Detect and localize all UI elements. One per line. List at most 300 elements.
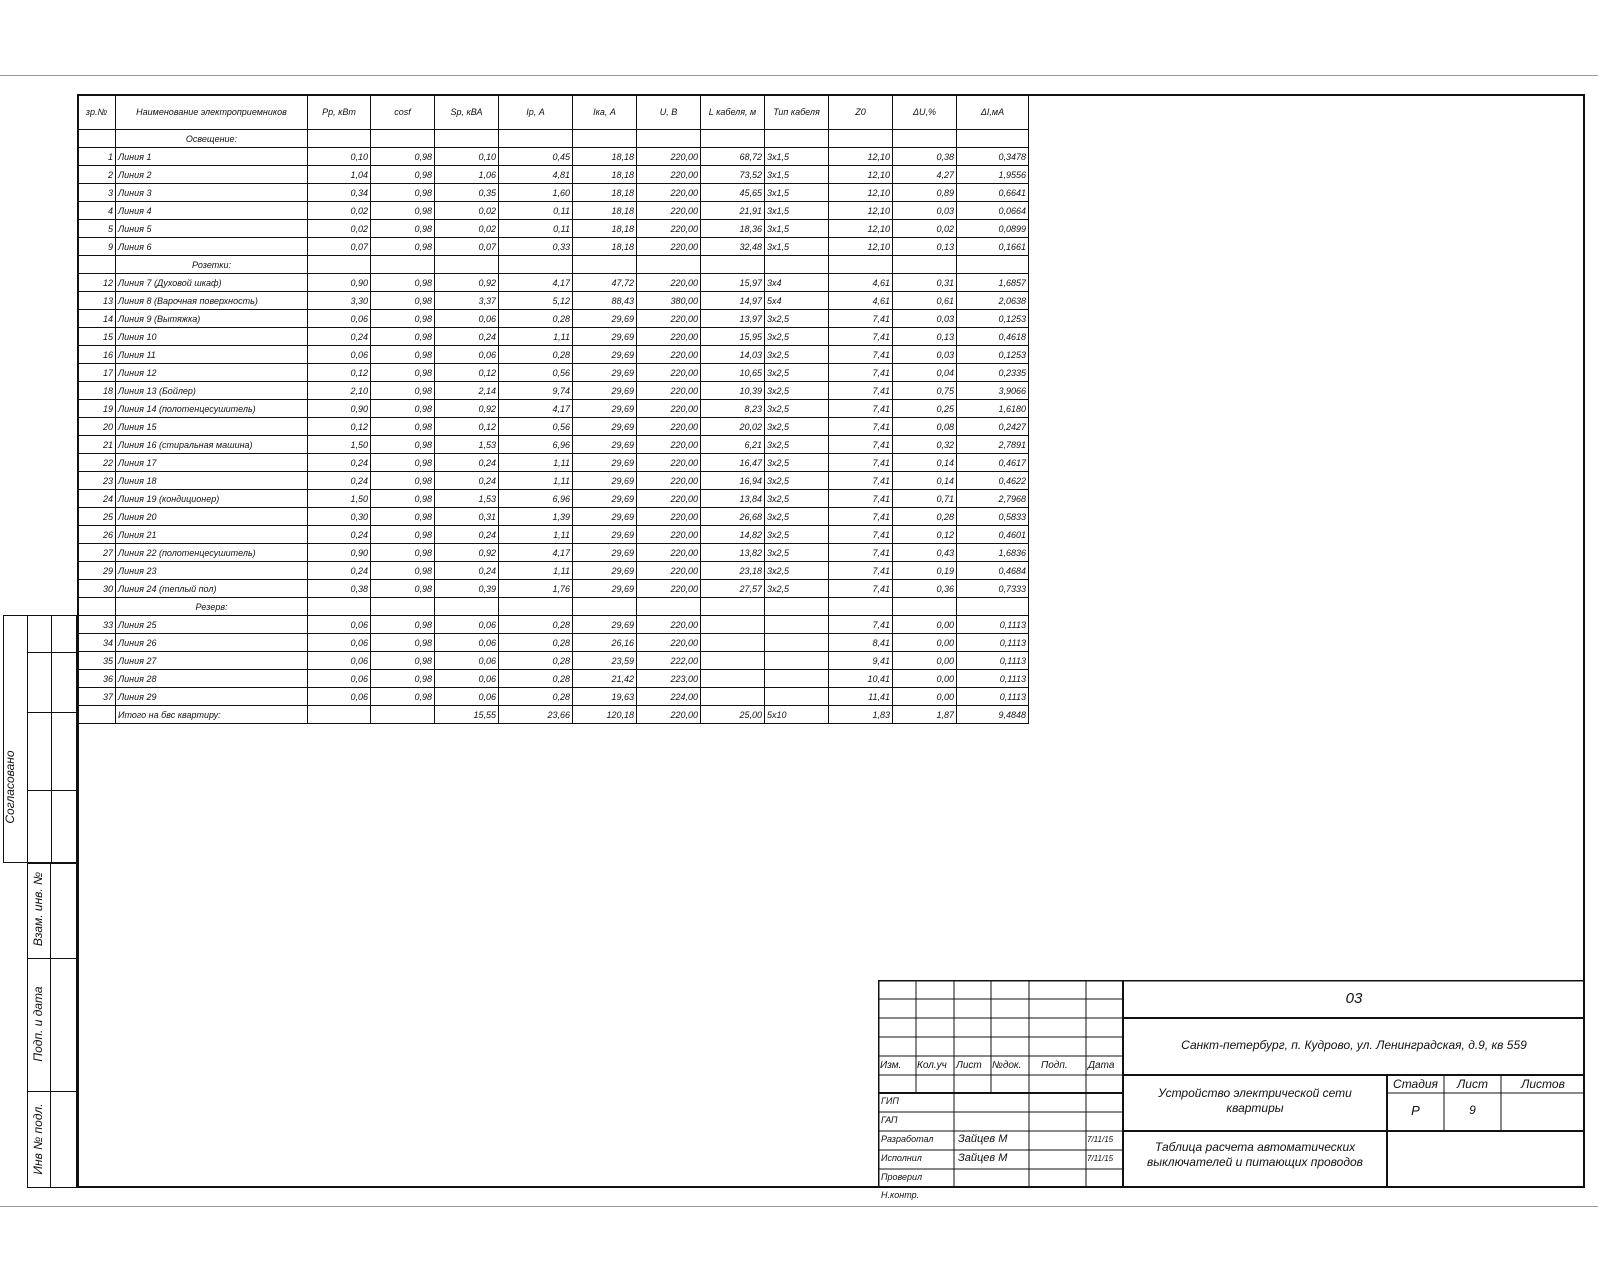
table-cell: 3х1,5 — [765, 238, 829, 256]
table-cell: 10,39 — [701, 382, 765, 400]
table-cell — [637, 256, 701, 274]
table-cell: 0,1253 — [957, 310, 1029, 328]
table-cell: 1,50 — [308, 490, 371, 508]
table-row — [78, 580, 1029, 598]
table-cell: 29,69 — [573, 382, 637, 400]
table-cell: 0,45 — [499, 148, 573, 166]
table-cell: 0,75 — [893, 382, 957, 400]
title-block — [878, 980, 1585, 1188]
table-row — [78, 238, 1029, 256]
table-cell: 0,98 — [371, 148, 435, 166]
table-cell: 12,10 — [829, 202, 893, 220]
table-cell — [435, 256, 499, 274]
table-cell: Линия 2 — [116, 166, 308, 184]
table-cell: 0,98 — [371, 670, 435, 688]
table-cell: 13,97 — [701, 310, 765, 328]
table-cell: 0,04 — [893, 364, 957, 382]
table-row — [78, 436, 1029, 454]
table-cell: 29,69 — [573, 364, 637, 382]
table-cell — [371, 598, 435, 616]
table-cell — [499, 598, 573, 616]
table-cell: 220,00 — [637, 364, 701, 382]
section-row — [78, 256, 1029, 274]
table-cell: 0,00 — [893, 616, 957, 634]
table-cell: 7,41 — [829, 454, 893, 472]
table-cell — [829, 256, 893, 274]
table-cell: 3х4 — [765, 274, 829, 292]
razrab-name: Зайцев М — [958, 1133, 1008, 1145]
table-cell: 14,03 — [701, 346, 765, 364]
table-cell — [701, 670, 765, 688]
table-cell — [573, 130, 637, 148]
col-header: L кабеля, м — [701, 95, 765, 130]
table-cell: 29,69 — [573, 580, 637, 598]
table-cell: 0,24 — [435, 562, 499, 580]
table-cell: 68,72 — [701, 148, 765, 166]
table-cell — [78, 130, 116, 148]
table-cell: 0,28 — [499, 616, 573, 634]
table-cell: 0,1253 — [957, 346, 1029, 364]
table-cell: 220,00 — [637, 490, 701, 508]
table-cell: 18,36 — [701, 220, 765, 238]
table-cell: 0,06 — [308, 688, 371, 706]
project-name: Устройство электрической сети квартиры — [1158, 1086, 1352, 1115]
table-cell: 4,17 — [499, 544, 573, 562]
table-cell: 7,41 — [829, 580, 893, 598]
table-cell: 3х2,5 — [765, 562, 829, 580]
inv-podl-label: Инв № подл. — [31, 1103, 45, 1175]
table-cell: 220,00 — [637, 526, 701, 544]
role-gap: ГАП — [881, 1115, 898, 1125]
table-cell: 7,41 — [829, 544, 893, 562]
table-cell: 9,41 — [829, 652, 893, 670]
table-row — [78, 508, 1029, 526]
table-row — [78, 328, 1029, 346]
table-cell: Линия 4 — [116, 202, 308, 220]
table-cell: 220,00 — [637, 706, 701, 724]
table-cell: 0,98 — [371, 436, 435, 454]
table-cell — [765, 616, 829, 634]
table-cell: 0,4601 — [957, 526, 1029, 544]
table-cell: 29,69 — [573, 328, 637, 346]
table-row — [78, 454, 1029, 472]
table-cell: Линия 11 — [116, 346, 308, 364]
table-cell: 0,61 — [893, 292, 957, 310]
col-koluch: Кол.уч — [917, 1060, 947, 1071]
table-cell: 220,00 — [637, 436, 701, 454]
table-cell: 2,14 — [435, 382, 499, 400]
table-cell — [308, 256, 371, 274]
table-cell: 0,98 — [371, 166, 435, 184]
col-header: ΔI,мА — [957, 95, 1029, 130]
table-cell — [701, 652, 765, 670]
vzam-label: Взам. инв. № — [31, 871, 45, 947]
table-cell: 220,00 — [637, 580, 701, 598]
table-cell: 222,00 — [637, 652, 701, 670]
section-row — [78, 598, 1029, 616]
table-cell: 8,23 — [701, 400, 765, 418]
table-cell: 0,39 — [435, 580, 499, 598]
table-cell: 7,41 — [829, 400, 893, 418]
table-row — [78, 202, 1029, 220]
table-cell — [765, 652, 829, 670]
table-cell: 0,38 — [893, 148, 957, 166]
table-cell: 7,41 — [829, 526, 893, 544]
table-cell: 12,10 — [829, 220, 893, 238]
table-cell: 3х2,5 — [765, 526, 829, 544]
table-cell: 2,7891 — [957, 436, 1029, 454]
table-row — [78, 490, 1029, 508]
section-label: Розетки: — [116, 256, 308, 274]
table-cell — [308, 130, 371, 148]
table-cell: 15,97 — [701, 274, 765, 292]
table-cell: 73,52 — [701, 166, 765, 184]
table-cell: 3х1,5 — [765, 202, 829, 220]
table-cell: 18,18 — [573, 184, 637, 202]
table-cell: 18,18 — [573, 166, 637, 184]
table-row — [78, 544, 1029, 562]
table-row — [78, 184, 1029, 202]
table-cell: 29,69 — [573, 454, 637, 472]
table-cell: 5х10 — [765, 706, 829, 724]
role-razrab: Разработал — [881, 1134, 934, 1144]
table-cell: 0,07 — [308, 238, 371, 256]
table-cell — [701, 598, 765, 616]
table-cell: 22 — [78, 454, 116, 472]
table-row — [78, 382, 1029, 400]
table-cell: 0,98 — [371, 562, 435, 580]
table-cell: 224,00 — [637, 688, 701, 706]
calc-table — [77, 94, 1029, 724]
table-cell: 0,98 — [371, 490, 435, 508]
table-cell — [573, 598, 637, 616]
table-cell: 0,5833 — [957, 508, 1029, 526]
table-cell: 3х2,5 — [765, 508, 829, 526]
table-cell: 12,10 — [829, 166, 893, 184]
table-cell: 23,66 — [499, 706, 573, 724]
table-cell: 1,06 — [435, 166, 499, 184]
table-cell: 220,00 — [637, 184, 701, 202]
table-cell: 0,98 — [371, 220, 435, 238]
table-cell: 5,12 — [499, 292, 573, 310]
table-cell — [499, 256, 573, 274]
table-cell: 220,00 — [637, 220, 701, 238]
table-cell: 7,41 — [829, 364, 893, 382]
table-cell: 7,41 — [829, 436, 893, 454]
table-cell — [308, 706, 371, 724]
table-cell: 0,06 — [435, 310, 499, 328]
table-cell: 0,98 — [371, 400, 435, 418]
table-cell: 3х2,5 — [765, 490, 829, 508]
table-cell: Линия 21 — [116, 526, 308, 544]
table-cell: 0,06 — [308, 616, 371, 634]
table-cell: 0,12 — [308, 364, 371, 382]
table-cell — [78, 598, 116, 616]
table-cell: 9,74 — [499, 382, 573, 400]
table-cell: 0,98 — [371, 202, 435, 220]
table-cell: 4 — [78, 202, 116, 220]
table-cell: 0,06 — [435, 688, 499, 706]
list-label: Лист — [1457, 1077, 1488, 1091]
table-row — [78, 310, 1029, 328]
table-row — [78, 418, 1029, 436]
table-cell — [765, 634, 829, 652]
table-cell: 1,6857 — [957, 274, 1029, 292]
table-cell: 33 — [78, 616, 116, 634]
table-cell: 1,76 — [499, 580, 573, 598]
table-cell: 0,11 — [499, 220, 573, 238]
table-cell: Линия 17 — [116, 454, 308, 472]
table-cell: 0,98 — [371, 526, 435, 544]
table-cell: 0,98 — [371, 346, 435, 364]
podp-data-label: Подп. и дата — [31, 986, 45, 1062]
table-cell: 223,00 — [637, 670, 701, 688]
table-cell: 0,98 — [371, 418, 435, 436]
table-cell: 3х2,5 — [765, 472, 829, 490]
table-cell: 0,00 — [893, 634, 957, 652]
table-cell: 3х2,5 — [765, 544, 829, 562]
table-cell: 27 — [78, 544, 116, 562]
table-cell: 4,27 — [893, 166, 957, 184]
table-cell — [701, 130, 765, 148]
table-cell: 0,31 — [435, 508, 499, 526]
table-cell: 0,02 — [435, 220, 499, 238]
table-cell: 26,16 — [573, 634, 637, 652]
table-cell — [701, 634, 765, 652]
table-cell: 0,06 — [308, 310, 371, 328]
table-cell: 3х1,5 — [765, 220, 829, 238]
table-cell: 0,38 — [308, 580, 371, 598]
table-cell: 1,53 — [435, 436, 499, 454]
table-cell: 0,98 — [371, 454, 435, 472]
section-row — [78, 130, 1029, 148]
table-row — [78, 292, 1029, 310]
table-cell — [308, 598, 371, 616]
table-cell: 0,24 — [435, 472, 499, 490]
col-ndok: №док. — [992, 1060, 1022, 1071]
table-cell: 12,10 — [829, 184, 893, 202]
table-cell: 0,6641 — [957, 184, 1029, 202]
calc-table-body — [78, 130, 1029, 724]
table-cell — [637, 598, 701, 616]
table-cell: 220,00 — [637, 382, 701, 400]
table-cell: 8,41 — [829, 634, 893, 652]
table-cell: 3 — [78, 184, 116, 202]
table-cell: 20 — [78, 418, 116, 436]
table-cell: 0,00 — [893, 652, 957, 670]
table-cell — [765, 256, 829, 274]
col-izm: Изм. — [880, 1060, 902, 1071]
table-cell: 1,9556 — [957, 166, 1029, 184]
table-cell: 0,12 — [308, 418, 371, 436]
table-cell: 220,00 — [637, 148, 701, 166]
table-row — [78, 526, 1029, 544]
razrab-date: 7/11/15 — [1087, 1135, 1114, 1144]
listov-label: Листов — [1521, 1077, 1565, 1091]
table-cell: 1,11 — [499, 526, 573, 544]
table-cell: 0,28 — [893, 508, 957, 526]
table-cell: 0,1661 — [957, 238, 1029, 256]
table-cell: 0,56 — [499, 364, 573, 382]
table-cell: 0,24 — [435, 328, 499, 346]
table-cell: 11,41 — [829, 688, 893, 706]
col-header: Sр, кВА — [435, 95, 499, 130]
table-cell: 0,06 — [308, 346, 371, 364]
table-cell: 0,98 — [371, 274, 435, 292]
table-row — [78, 616, 1029, 634]
col-podp: Подп. — [1041, 1060, 1068, 1071]
table-cell: 14 — [78, 310, 116, 328]
table-cell: 220,00 — [637, 310, 701, 328]
table-cell: 1,39 — [499, 508, 573, 526]
table-cell: 21 — [78, 436, 116, 454]
col-header: cosf — [371, 95, 435, 130]
table-cell: 380,00 — [637, 292, 701, 310]
table-cell: 0,1113 — [957, 670, 1029, 688]
table-cell: 0,92 — [435, 274, 499, 292]
table-cell: 10,65 — [701, 364, 765, 382]
table-cell: Линия 23 — [116, 562, 308, 580]
table-cell: 0,10 — [308, 148, 371, 166]
table-cell: Линия 25 — [116, 616, 308, 634]
table-cell: 21,42 — [573, 670, 637, 688]
table-cell — [829, 598, 893, 616]
table-cell: 0,25 — [893, 400, 957, 418]
table-cell — [957, 598, 1029, 616]
table-cell: 0,2427 — [957, 418, 1029, 436]
table-cell — [765, 130, 829, 148]
col-header: Iр, А — [499, 95, 573, 130]
table-cell: 120,18 — [573, 706, 637, 724]
table-cell: 1,87 — [893, 706, 957, 724]
table-cell: 0,28 — [499, 310, 573, 328]
table-cell: 16,47 — [701, 454, 765, 472]
table-cell: 4,17 — [499, 400, 573, 418]
table-cell: 3х2,5 — [765, 418, 829, 436]
table-cell: 0,24 — [308, 472, 371, 490]
table-cell: 220,00 — [637, 202, 701, 220]
table-cell: 3х2,5 — [765, 580, 829, 598]
table-cell: 29,69 — [573, 562, 637, 580]
table-cell: 9,4848 — [957, 706, 1029, 724]
table-cell: 3х2,5 — [765, 364, 829, 382]
table-cell: 29,69 — [573, 490, 637, 508]
table-cell: 0,02 — [435, 202, 499, 220]
table-cell: 0,90 — [308, 544, 371, 562]
table-cell: 0,08 — [893, 418, 957, 436]
table-cell: 4,81 — [499, 166, 573, 184]
table-cell: 29,69 — [573, 508, 637, 526]
table-cell: 220,00 — [637, 400, 701, 418]
table-cell: 0,06 — [308, 652, 371, 670]
table-cell: 24 — [78, 490, 116, 508]
table-cell: 1,11 — [499, 454, 573, 472]
table-cell — [829, 130, 893, 148]
table-cell: 0,24 — [308, 526, 371, 544]
table-cell: 18 — [78, 382, 116, 400]
table-cell: 0,98 — [371, 508, 435, 526]
table-cell: 0,14 — [893, 454, 957, 472]
table-cell: 0,4618 — [957, 328, 1029, 346]
table-cell: 7,41 — [829, 382, 893, 400]
table-cell: 0,03 — [893, 202, 957, 220]
table-cell: 0,36 — [893, 580, 957, 598]
table-cell: 0,1113 — [957, 652, 1029, 670]
table-cell: 3х1,5 — [765, 166, 829, 184]
table-cell: 23,59 — [573, 652, 637, 670]
table-cell: 0,98 — [371, 238, 435, 256]
col-header: ΔU,% — [893, 95, 957, 130]
table-cell: 0,28 — [499, 670, 573, 688]
table-cell: 0,98 — [371, 616, 435, 634]
table-cell: 29,69 — [573, 310, 637, 328]
table-cell: 0,98 — [371, 382, 435, 400]
table-cell: 0,3478 — [957, 148, 1029, 166]
table-cell: 0,06 — [308, 634, 371, 652]
table-cell: Линия 1 — [116, 148, 308, 166]
table-cell: Линия 14 (полотенцесушитель) — [116, 400, 308, 418]
role-nkontr: Н.контр. — [881, 1190, 920, 1200]
table-cell: 17 — [78, 364, 116, 382]
table-cell: 2 — [78, 166, 116, 184]
table-cell: 0,06 — [435, 634, 499, 652]
table-cell — [371, 130, 435, 148]
table-cell: 26,68 — [701, 508, 765, 526]
table-cell: 16,94 — [701, 472, 765, 490]
table-cell: 3х2,5 — [765, 454, 829, 472]
section-label: Освещение: — [116, 130, 308, 148]
table-cell: 7,41 — [829, 310, 893, 328]
table-cell — [701, 616, 765, 634]
table-cell: Линия 15 — [116, 418, 308, 436]
table-cell: 30 — [78, 580, 116, 598]
table-cell: 0,11 — [499, 202, 573, 220]
table-cell: 7,41 — [829, 346, 893, 364]
col-header: Тип кабеля — [765, 95, 829, 130]
table-cell — [637, 130, 701, 148]
table-cell: 0,98 — [371, 328, 435, 346]
table-cell: 9 — [78, 238, 116, 256]
table-cell: Линия 28 — [116, 670, 308, 688]
table-cell: 0,24 — [435, 454, 499, 472]
table-cell: 15 — [78, 328, 116, 346]
table-cell: 220,00 — [637, 544, 701, 562]
table-cell: 0,7333 — [957, 580, 1029, 598]
table-cell: 220,00 — [637, 328, 701, 346]
table-cell: 13,82 — [701, 544, 765, 562]
table-cell: 220,00 — [637, 472, 701, 490]
table-cell: 0,24 — [435, 526, 499, 544]
section-label: Резерв: — [116, 598, 308, 616]
table-cell: 12 — [78, 274, 116, 292]
table-cell: 0,92 — [435, 400, 499, 418]
table-row — [78, 220, 1029, 238]
table-cell: Линия 8 (Варочная поверхность) — [116, 292, 308, 310]
table-cell — [701, 256, 765, 274]
table-cell: 1,11 — [499, 472, 573, 490]
table-cell: 29,69 — [573, 436, 637, 454]
table-cell: 7,41 — [829, 508, 893, 526]
table-cell: 4,17 — [499, 274, 573, 292]
table-cell: Линия 26 — [116, 634, 308, 652]
table-cell: 0,0899 — [957, 220, 1029, 238]
table-cell: 0,02 — [308, 220, 371, 238]
table-cell: Линия 27 — [116, 652, 308, 670]
table-cell: 0,19 — [893, 562, 957, 580]
table-cell: 12,10 — [829, 148, 893, 166]
table-cell: 1,11 — [499, 562, 573, 580]
table-row — [78, 346, 1029, 364]
